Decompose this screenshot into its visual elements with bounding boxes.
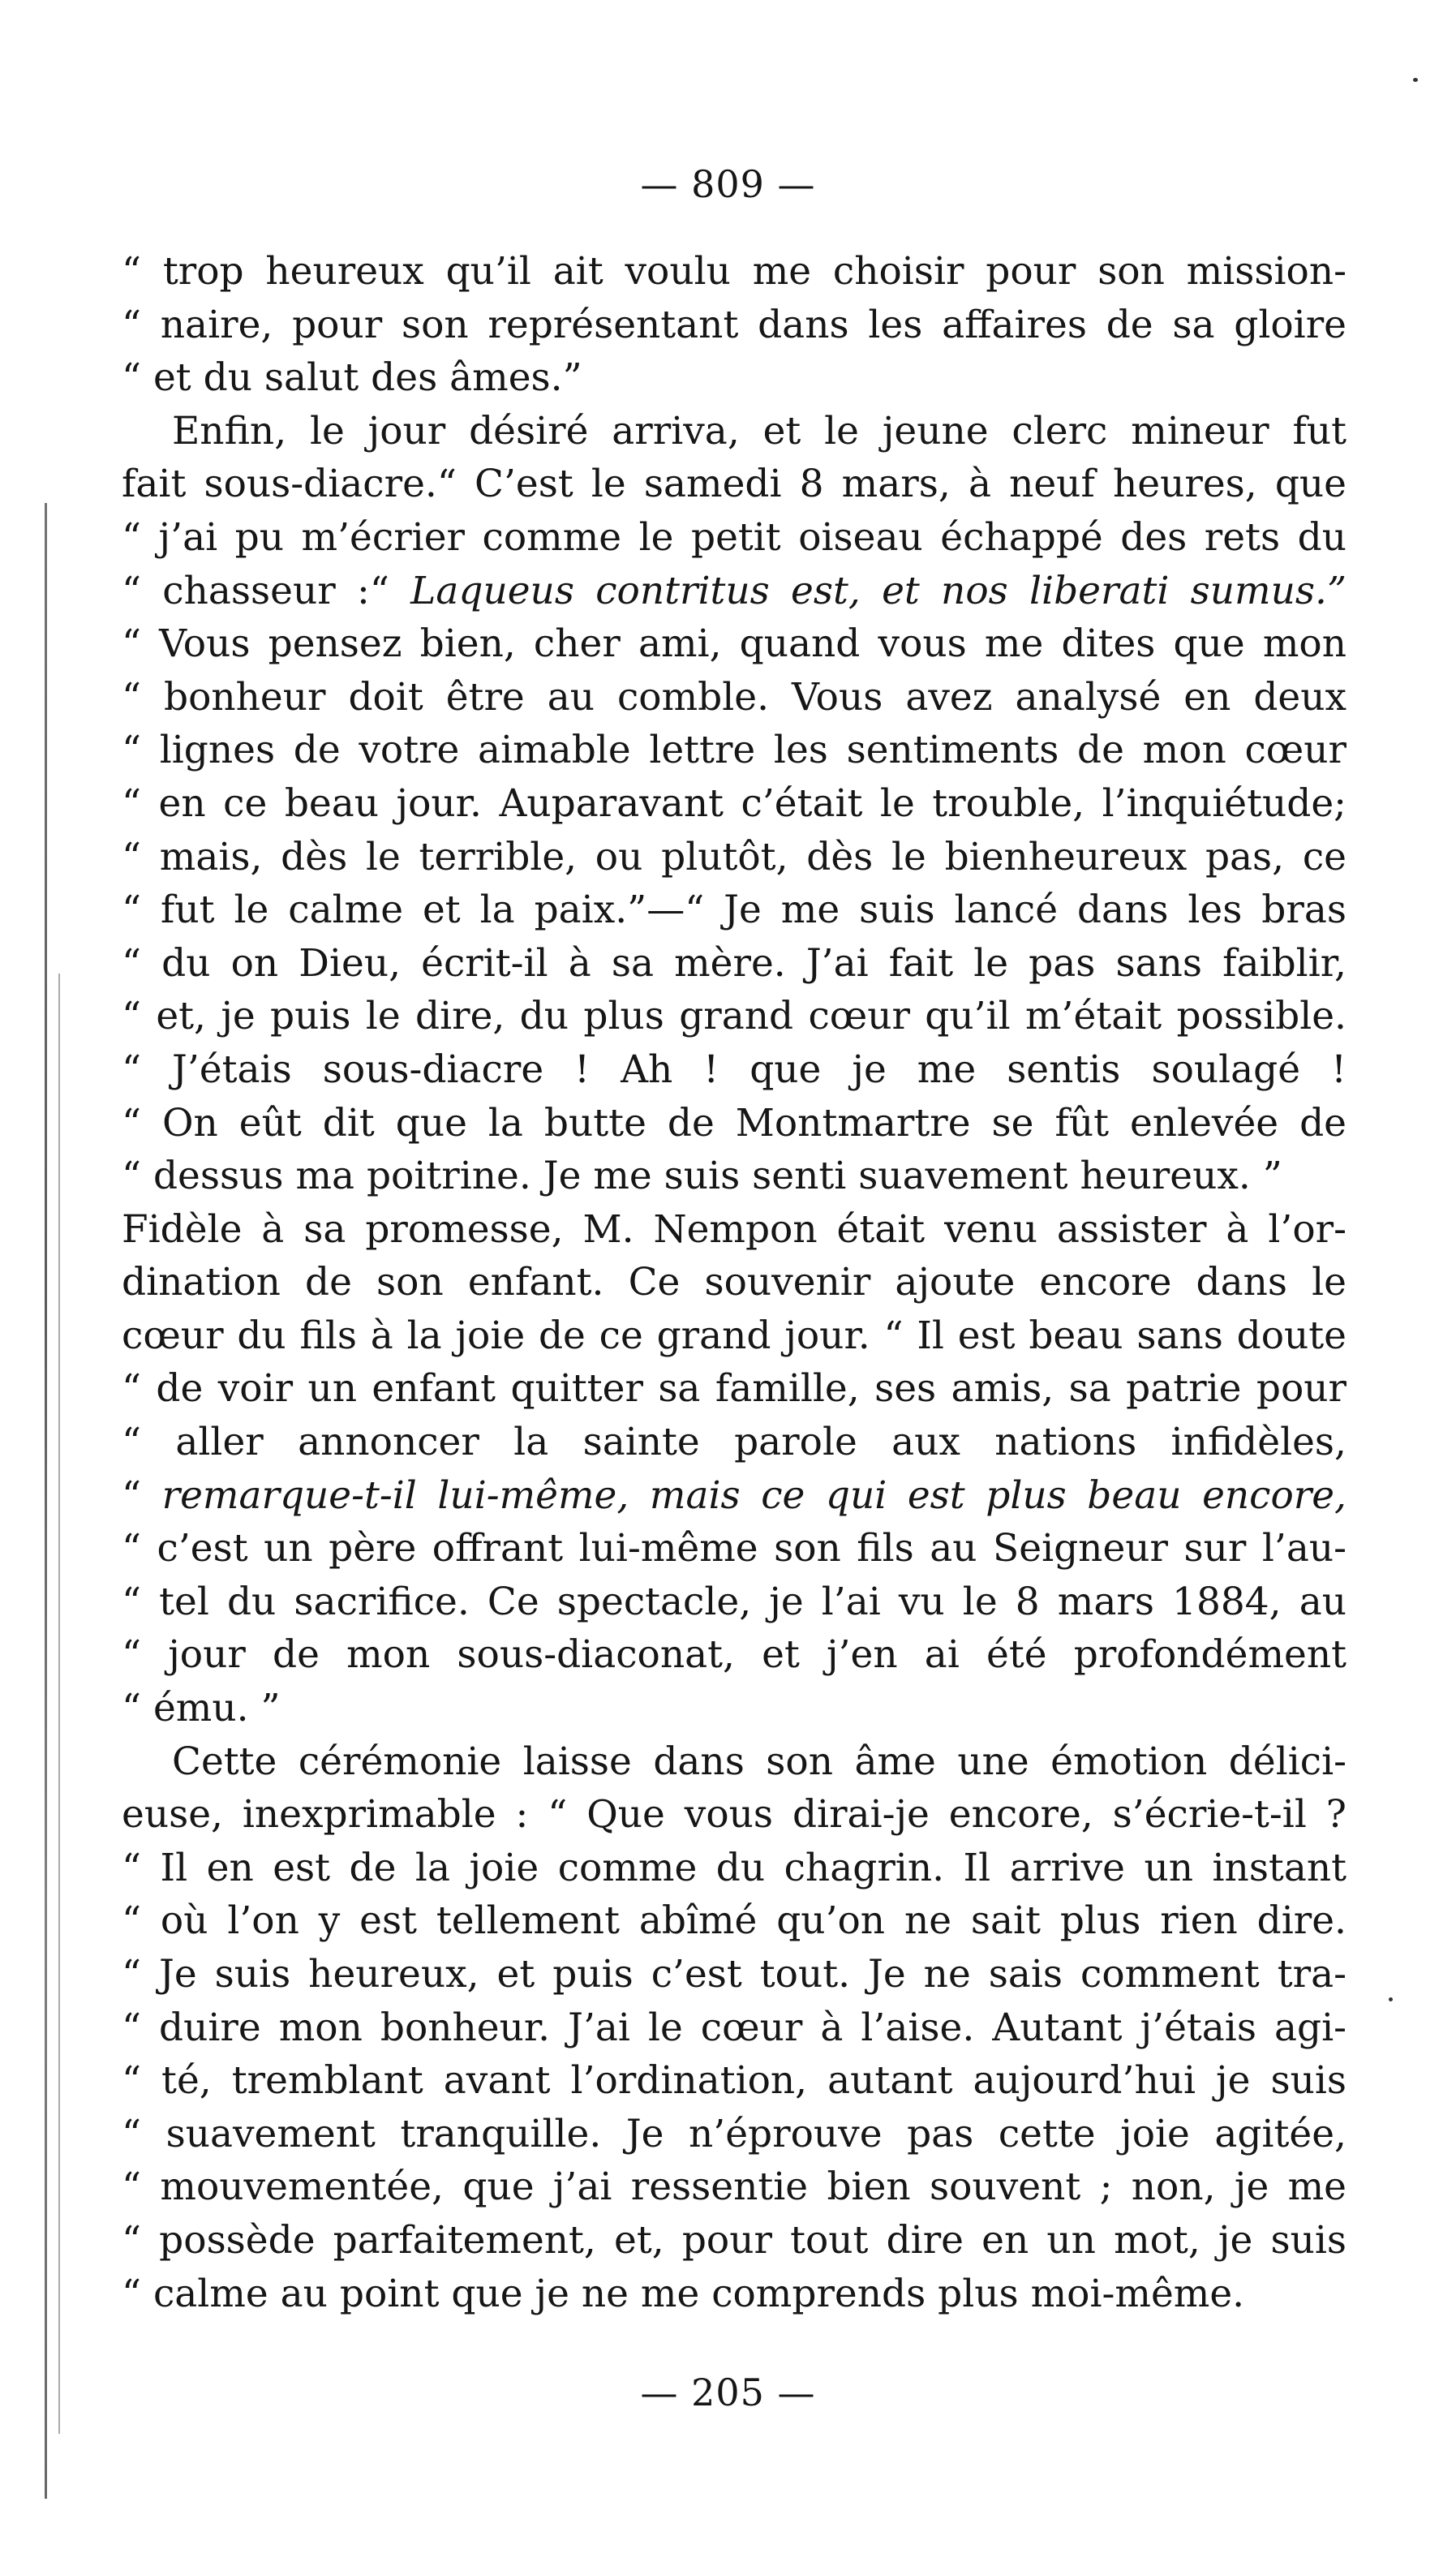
page-number-bottom: — 205 — <box>640 2371 816 2414</box>
text-line: “ et du salut des âmes.” <box>122 355 582 401</box>
text-line: “ lignes de votre aimable lettre les sentiments de mon cœur <box>122 728 1346 773</box>
text-line: “ naire, pour son représentant dans les affaires de sa gloire <box>122 302 1346 347</box>
text-line: “ ému. ” <box>122 1686 281 1731</box>
text-line: Fidèle à sa promesse, M. Nempon était venu assister à l’or- <box>122 1206 1346 1252</box>
text-line: “ où l’on y est tellement abîmé qu’on ne sait plus rien dire. <box>122 1898 1346 1944</box>
text-line: Enfin, le jour désiré arriva, et le jeune clerc mineur fut <box>172 408 1346 454</box>
text-line: “ duire mon bonheur. J’ai le cœur à l’aise. Autant j’étais agi- <box>122 2005 1346 2050</box>
text-line: dination de son enfant. Ce souvenir ajoute encore dans le <box>122 1260 1346 1305</box>
text-line: “ aller annoncer la sainte parole aux nations infidèles, <box>122 1420 1346 1465</box>
text-line: “ mouvementée, que j’ai ressentie bien souvent ; non, je me <box>122 2164 1346 2210</box>
text-line: “ Je suis heureux, et puis c’est tout. Je ne sais comment tra- <box>122 1952 1346 1997</box>
text-line: “ tel du sacrifice. Ce spectacle, je l’ai vu le 8 mars 1884, au <box>122 1579 1346 1624</box>
text-line: “ calme au point que je ne me comprends plus moi-même. <box>122 2271 1245 2316</box>
scan-speck <box>1413 78 1418 82</box>
text-line: “ bonheur doit être au comble. Vous avez analysé en deux <box>122 674 1346 720</box>
text-line: “ suavement tranquille. Je n’éprouve pas cette joie agitée, <box>122 2111 1346 2156</box>
text-line: fait sous-diacre.“ C’est le samedi 8 mars, à neuf heures, que <box>122 462 1346 507</box>
text-line: “ On eût dit que la butte de Montmartre se fût enlevée de <box>122 1100 1346 1146</box>
text-line: “ fut le calme et la paix.”—“ Je me suis lancé dans les bras <box>122 888 1346 933</box>
text-line: “ j’ai pu m’écrier comme le petit oiseau échappé des rets du <box>122 514 1346 560</box>
text-line: “ de voir un enfant quitter sa famille, ses amis, sa patrie pour <box>122 1366 1346 1412</box>
text-line: cœur du fils à la joie de ce grand jour. “ Il est beau sans doute <box>122 1313 1346 1358</box>
text-line: “ mais, dès le terrible, ou plutôt, dès le bienheureux pas, ce <box>122 834 1346 879</box>
text-line: “ dessus ma poitrine. Je me suis senti suavement heureux. ” <box>122 1154 1282 1199</box>
text-line: “ possède parfaitement, et, pour tout dire en un mot, je suis <box>122 2217 1346 2263</box>
text-line: “ té, tremblant avant l’ordination, autant aujourd’hui je suis <box>122 2058 1346 2104</box>
text-line <box>122 565 1346 618</box>
text-line: “ Il en est de la joie comme du chagrin. Il arrive un instant <box>122 1845 1346 1890</box>
text-line: “ du on Dieu, écrit-il à sa mère. J’ai fait le pas sans faiblir, <box>122 940 1346 986</box>
latin-quote: Laqueus contritus est, et nos liberati sumus.” <box>410 568 1346 613</box>
text-line: “ trop heureux qu’il ait voulu me choisir pour son mission- <box>122 249 1346 294</box>
scan-speck <box>1389 1997 1393 2001</box>
body-text <box>122 245 1346 2320</box>
text-line: “ J’étais sous-diacre ! Ah ! que je me sentis soulagé ! <box>122 1047 1346 1092</box>
italic-remark: remarque-t-il lui-même, mais ce qui est plus beau encore, <box>161 1472 1346 1518</box>
text-line: “ Vous pensez bien, cher ami, quand vous me dites que mon <box>122 621 1346 667</box>
text-line: euse, inexprimable : “ Que vous dirai-je encore, s’écrie-t-il ? <box>122 1792 1346 1838</box>
text-line: “ c’est un père offrant lui-même son fils au Seigneur sur l’au- <box>122 1526 1346 1571</box>
text-line: “ et, je puis le dire, du plus grand cœur qu’il m’était possible. <box>122 994 1346 1039</box>
page-number-top: — 809 — <box>640 162 816 206</box>
text-line: “ en ce beau jour. Auparavant c’était le trouble, l’inquiétude; <box>122 780 1346 826</box>
text-line: “ jour de mon sous-diaconat, et j’en ai été profondément <box>122 1632 1346 1678</box>
text-line <box>122 1469 1346 1523</box>
binding-edge-shadow <box>45 503 47 2499</box>
text-span: “ <box>122 1472 142 1518</box>
text-span: “ chasseur :“ <box>122 568 389 613</box>
text-line: Cette cérémonie laisse dans son âme une émotion délici- <box>172 1739 1346 1784</box>
binding-edge-shadow-secondary <box>58 974 60 2434</box>
